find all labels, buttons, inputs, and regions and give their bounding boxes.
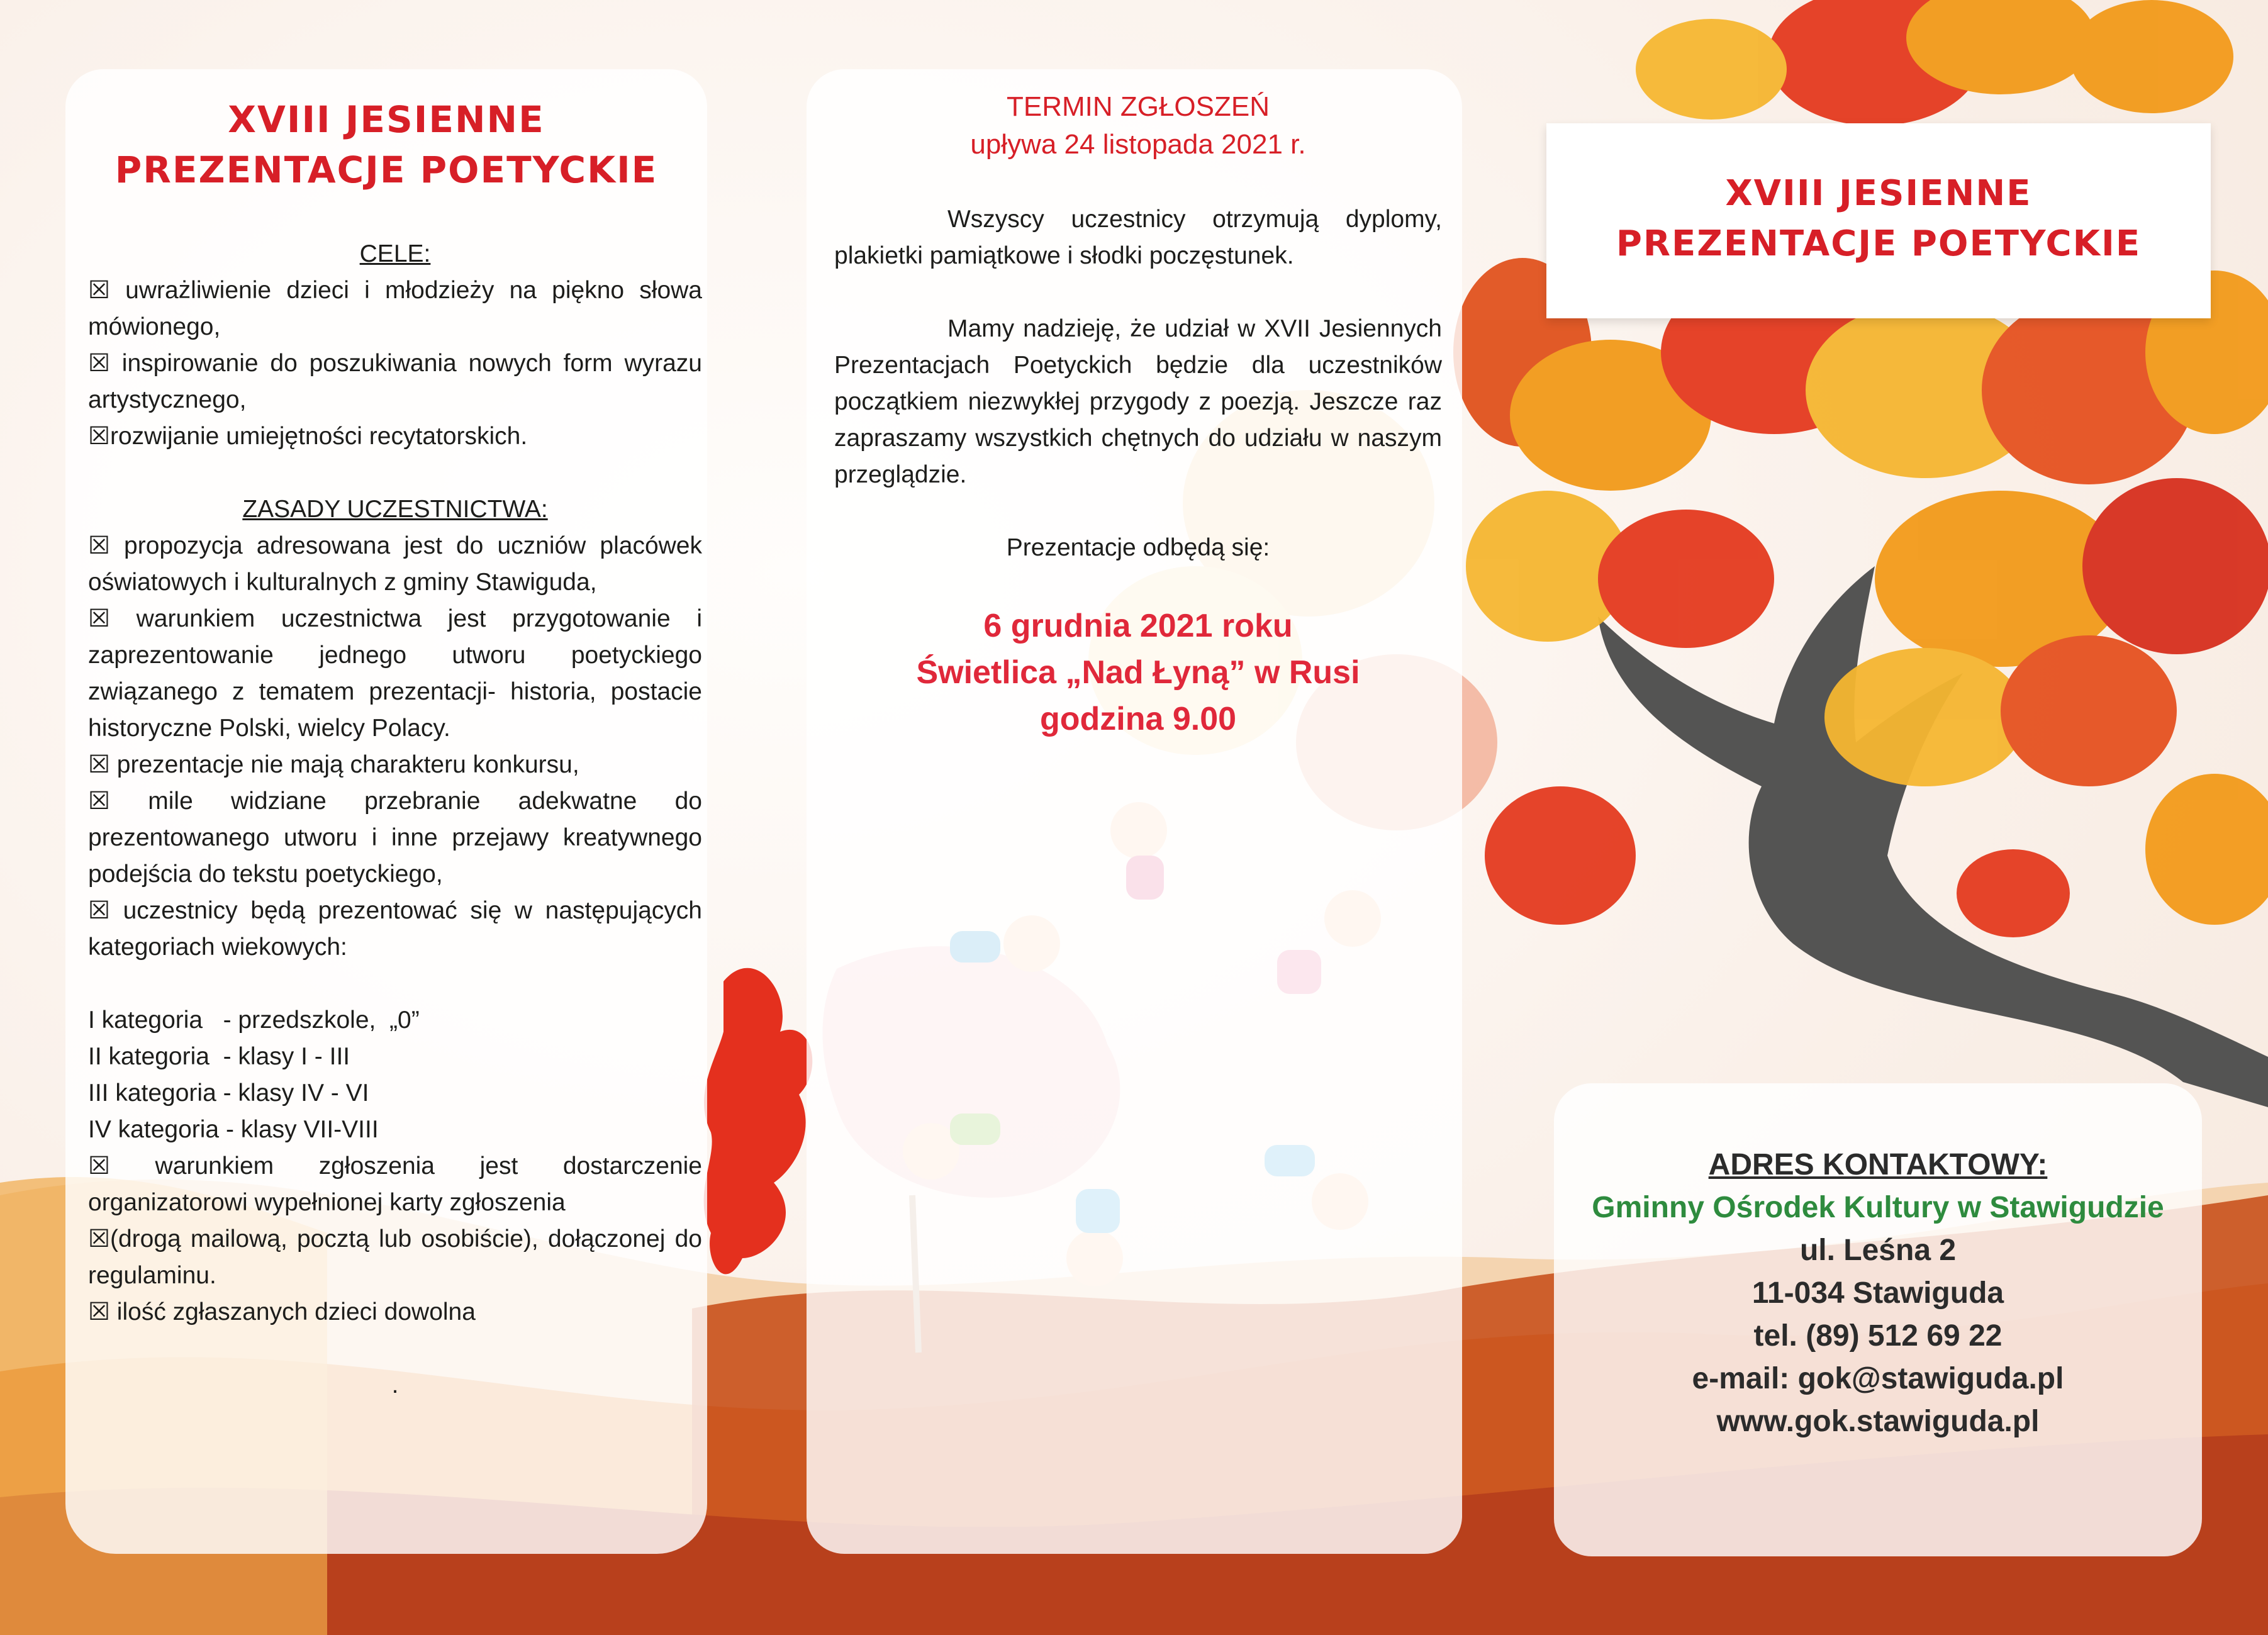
zasady-item: ☒ propozycja adresowana jest do uczniów placówek oświatowych i kulturalnych z gminy Stawiguda, [88, 532, 702, 596]
paragraph-diplomas: Wszyscy uczestnicy otrzymują dyplomy, plakietki pamiątkowe i słodki poczęstunek. [834, 206, 1442, 269]
right-title [1546, 169, 2211, 269]
cele-heading: CELE: [359, 240, 431, 267]
zasady-item: ☒(drogą mailową, pocztą lub osobiście), dołączonej do regulaminu. [88, 1225, 702, 1289]
zasady-item: ☒ uczestnicy będą prezentować się w następujących kategoriach wiekowych: [88, 897, 702, 961]
cele-item: ☒ inspirowanie do poszukiwania nowych form wyrazu artystycznego, [88, 350, 702, 413]
paragraph-invitation: Mamy nadzieję, że udział w XVII Jesiennych Prezentacjach Poetyckich będzie dla uczestników początkiem niezwykłej przygody z poezją. Jeszcze raz zapraszamy wszystkich chętnych do udziału w naszym przeglądzie. [834, 315, 1442, 488]
prezentacje-label: Prezentacje odbędą się: [1006, 534, 1270, 561]
termin-date: upływa 24 listopada 2021 r. [970, 129, 1306, 160]
title-line-2: PREZENTACJE POETYCKIE [115, 148, 658, 191]
cele-item: ☒rozwijanie umiejętności recytatorskich. [88, 423, 528, 450]
zasady-heading: ZASADY UCZESTNICTWA: [242, 496, 548, 523]
event-date: 6 grudnia 2021 roku [983, 608, 1293, 644]
event-time: godzina 9.00 [1039, 701, 1237, 737]
zasady-item: ☒ warunkiem uczestnictwa jest przygotowanie i zaprezentowanie jednego utworu poetyckiego związanego z tematem prezentacji- historia, postacie historyczne Polski, wielcy Polacy. [88, 605, 702, 742]
category-line: II kategoria - klasy I - III [88, 1043, 350, 1070]
contact-website[interactable]: www.gok.stawiguda.pl [1716, 1405, 2040, 1438]
end-dot: . [391, 1371, 399, 1398]
contact-street: ul. Leśna 2 [1799, 1234, 1957, 1267]
contact-city: 11-034 Stawiguda [1751, 1276, 2004, 1310]
left-title [65, 94, 707, 195]
title-line-1: XVIII JESIENNE [228, 98, 545, 141]
contact-org: Gminny Ośrodek Kultury w Stawigudzie [1592, 1191, 2164, 1224]
zasady-item: ☒ prezentacje nie mają charakteru konkursu, [88, 751, 579, 778]
category-line: I kategoria - przedszkole, „0” [88, 1007, 420, 1034]
contact-heading: ADRES KONTAKTOWY: [1708, 1148, 2048, 1181]
event-place: Świetlica „Nad Łyną” w Rusi [916, 654, 1360, 691]
category-line: IV kategoria - klasy VII-VIII [88, 1116, 379, 1143]
title-line-2: PREZENTACJE POETYCKIE [1616, 223, 2142, 264]
middle-body [834, 88, 1442, 742]
contact-block [1554, 1144, 2202, 1443]
zasady-item: ☒ mile widziane przebranie adekwatne do prezentowanego utworu i inne przejawy kreatywnego podejścia do tekstu poetyckiego, [88, 788, 702, 888]
left-body [88, 236, 702, 1403]
zasady-item: ☒ warunkiem zgłoszenia jest dostarczenie organizatorowi wypełnionej karty zgłoszenia [88, 1152, 702, 1216]
category-line: III kategoria - klasy IV - VI [88, 1080, 369, 1107]
termin-heading: TERMIN ZGŁOSZEŃ [1006, 91, 1270, 122]
contact-email[interactable]: e-mail: gok@stawiguda.pl [1692, 1362, 2064, 1395]
zasady-item: ☒ ilość zgłaszanych dzieci dowolna [88, 1298, 476, 1325]
contact-phone: tel. (89) 512 69 22 [1753, 1319, 2003, 1353]
title-line-1: XVIII JESIENNE [1725, 173, 2032, 214]
cele-item: ☒ uwrażliwienie dzieci i młodzieży na piękno słowa mówionego, [88, 277, 702, 340]
